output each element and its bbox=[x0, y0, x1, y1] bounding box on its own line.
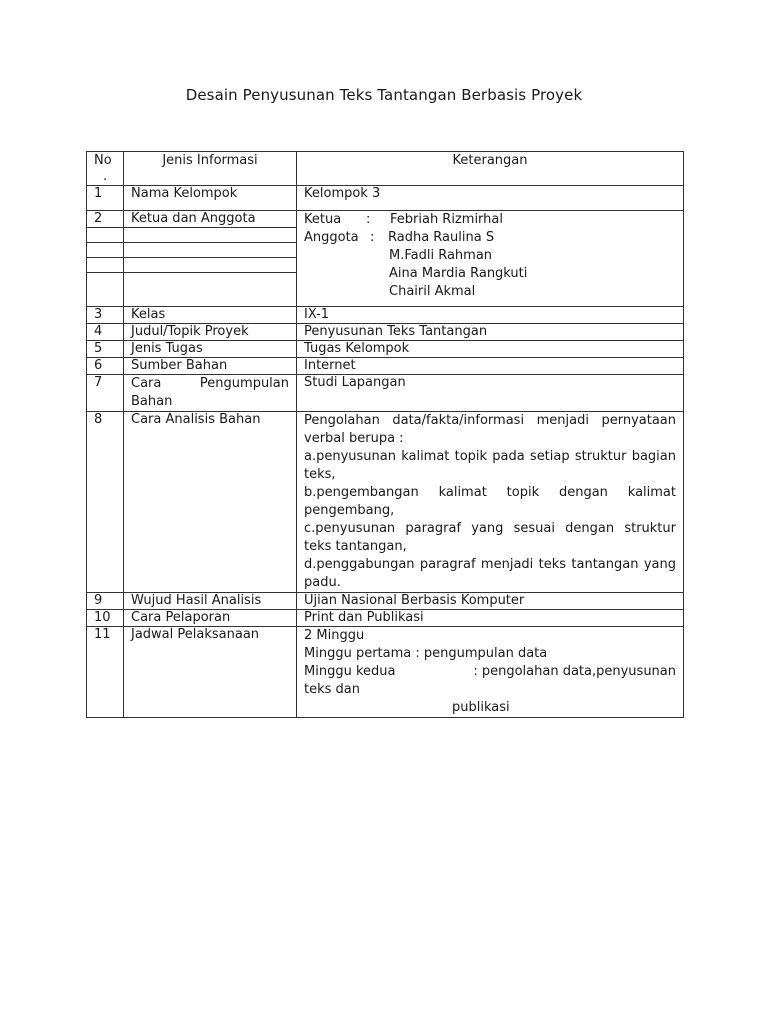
table-row: 1 Nama Kelompok Kelompok 3 bbox=[87, 186, 684, 211]
table-row: 10 Cara Pelaporan Print dan Publikasi bbox=[87, 610, 684, 627]
project-design-table bbox=[86, 151, 684, 718]
table-row: 11 Jadwal Pelaksanaan 2 Minggu Minggu pertama : pengumpulan data Minggu kedua : pengolahan data,penyusunan teks dan publikasi bbox=[87, 627, 684, 718]
members-cell: Ketua : Febriah Rizmirhal Anggota : Radha Raulina S M.Fadli Rahman Aina Mardia Rangkuti Chairil Akmal bbox=[297, 211, 684, 307]
analysis-cell: Pengolahan data/fakta/informasi menjadi pernyataan verbal berupa : a.penyusunan kalimat topik pada setiap struktur bagian teks, b.pengembangan kalimat topik dengan kalimat pengembang, c.penyusunan paragraf yang sesuai dengan struktur teks tantangan, d.penggabungan paragraf menjadi teks tantangan yang padu. bbox=[297, 412, 684, 593]
table-row: 9 Wujud Hasil Analisis Ujian Nasional Berbasis Komputer bbox=[87, 593, 684, 610]
document-title: Desain Penyusunan Teks Tantangan Berbasis Proyek bbox=[185, 86, 583, 104]
table-row: 2 Ketua dan Anggota Ketua : Febriah Rizmirhal Anggota : Radha Raulina S M.Fadli Rahman Aina Mardia Rangkuti Chairil Akmal bbox=[87, 211, 684, 228]
header-jenis-informasi: Jenis Informasi bbox=[124, 152, 297, 186]
table-row: 7 Cara Pengumpulan Bahan Studi Lapangan bbox=[87, 375, 684, 412]
header-keterangan: Keterangan bbox=[297, 152, 684, 186]
table-row: 3 Kelas IX-1 bbox=[87, 307, 684, 324]
schedule-cell: 2 Minggu Minggu pertama : pengumpulan data Minggu kedua : pengolahan data,penyusunan teks dan publikasi bbox=[297, 627, 684, 718]
header-row bbox=[87, 152, 684, 186]
table-row: 5 Jenis Tugas Tugas Kelompok bbox=[87, 341, 684, 358]
table-row: 6 Sumber Bahan Internet bbox=[87, 358, 684, 375]
table-row: 4 Judul/Topik Proyek Penyusunan Teks Tantangan bbox=[87, 324, 684, 341]
header-no: No . bbox=[87, 152, 124, 186]
table-row: 8 Cara Analisis Bahan Pengolahan data/fakta/informasi menjadi pernyataan verbal berupa : a.penyusunan kalimat topik pada setiap struktur bagian teks, b.pengembangan kalimat topik dengan kalimat pengembang, c.penyusunan paragraf yang sesuai dengan struktur teks tantangan, d.penggabungan paragraf menjadi teks tantangan yang padu. bbox=[87, 412, 684, 593]
